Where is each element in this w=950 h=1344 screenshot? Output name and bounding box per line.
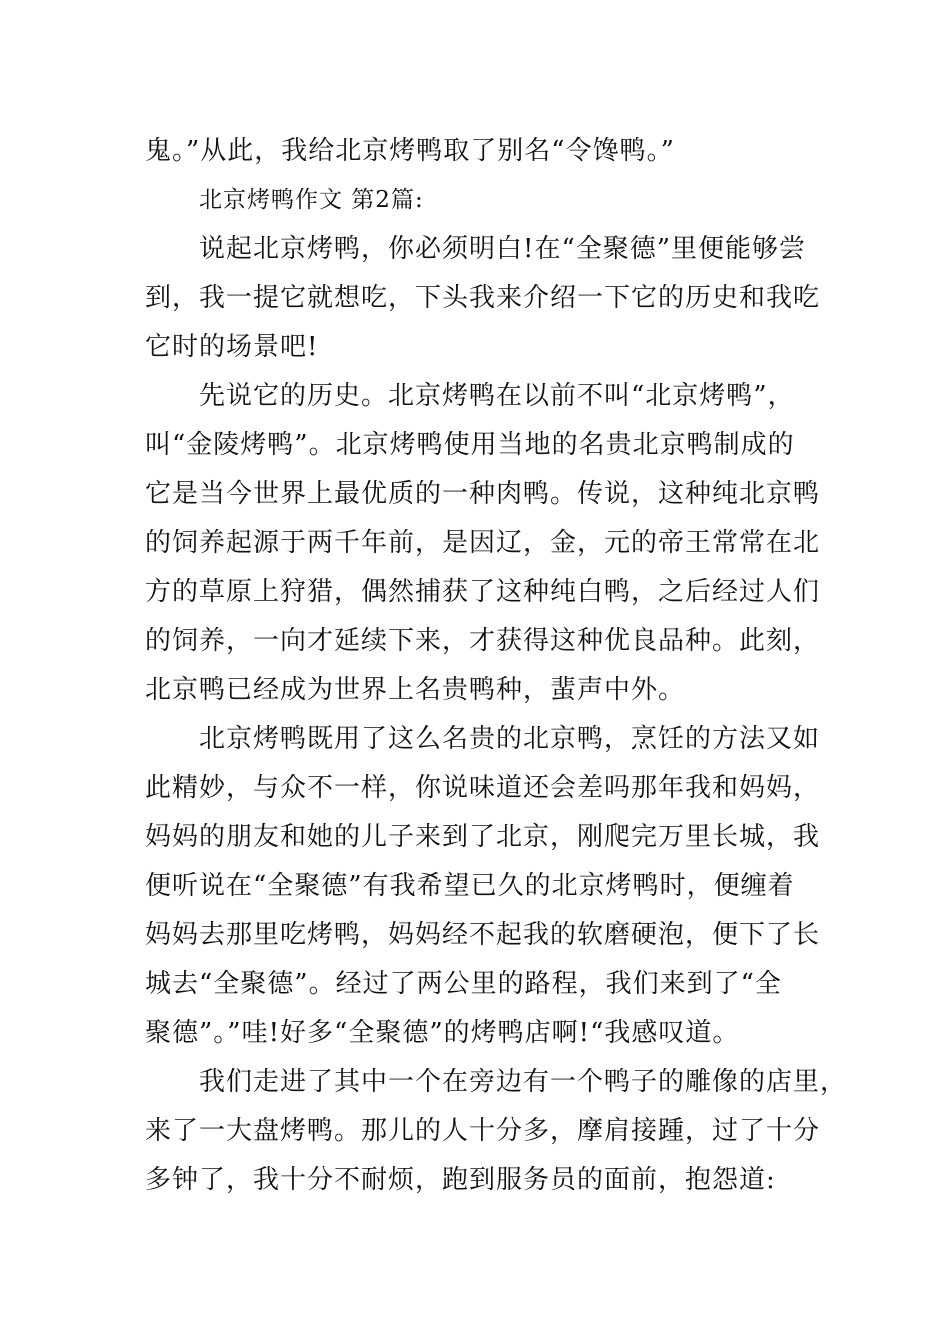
text-line: 来了一大盘烤鸭。那儿的人十分多，摩肩接踵，过了十分 xyxy=(145,1116,821,1146)
text-line: 城去“全聚德”。经过了两公里的路程，我们来到了“全 xyxy=(145,969,782,999)
text-line: 北京烤鸭既用了这么名贵的北京鸭，烹饪的方法又如 xyxy=(199,724,821,754)
text-line: 先说它的历史。北京烤鸭在以前不叫“北京烤鸭”， xyxy=(199,381,795,411)
text-line: 说起北京烤鸭，你必须明白!在“全聚德”里便能够尝 xyxy=(199,234,807,264)
essay-body xyxy=(145,127,848,1205)
text-line: 便听说在“全聚德”有我希望已久的北京烤鸭时，便缠着 xyxy=(145,871,795,901)
text-line: 北京鸭已经成为世界上名贵鸭种，蜚声中外。 xyxy=(145,675,686,705)
text-line: 到，我一提它就想吃，下头我来介绍一下它的历史和我吃 xyxy=(145,283,821,313)
text-line: 妈妈的朋友和她的儿子来到了北京，刚爬完万里长城，我 xyxy=(145,822,821,852)
text-line: 鬼。”从此，我给北京烤鸭取了别名“令馋鸭。” xyxy=(145,136,675,166)
text-line: 此精妙，与众不一样，你说味道还会差吗那年我和妈妈， xyxy=(145,773,821,803)
text-line: 多钟了，我十分不耐烦，跑到服务员的面前，抱怨道: xyxy=(145,1165,776,1195)
text-line: 的饲养，一向才延续下来，才获得这种优良品种。此刻， xyxy=(145,626,821,656)
text-line: 我们走进了其中一个在旁边有一个鸭子的雕像的店里， xyxy=(199,1067,848,1097)
text-line: 它是当今世界上最优质的一种肉鸭。传说，这种纯北京鸭 xyxy=(145,479,821,509)
text-line: 方的草原上狩猎，偶然捕获了这种纯白鸭，之后经过人们 xyxy=(145,577,821,607)
text-line: 聚德”。”哇!好多“全聚德”的烤鸭店啊!“我感叹道。 xyxy=(145,1018,740,1048)
text-line: 妈妈去那里吃烤鸭，妈妈经不起我的软磨硬泡，便下了长 xyxy=(145,920,821,950)
text-line: 的饲养起源于两千年前，是因辽，金，元的帝王常常在北 xyxy=(145,528,821,558)
text-line: 叫“金陵烤鸭”。北京烤鸭使用当地的名贵北京鸭制成的 xyxy=(145,430,795,460)
section-heading: 北京烤鸭作文 第2篇: xyxy=(199,187,424,213)
text-line: 它时的场景吧! xyxy=(145,332,319,362)
